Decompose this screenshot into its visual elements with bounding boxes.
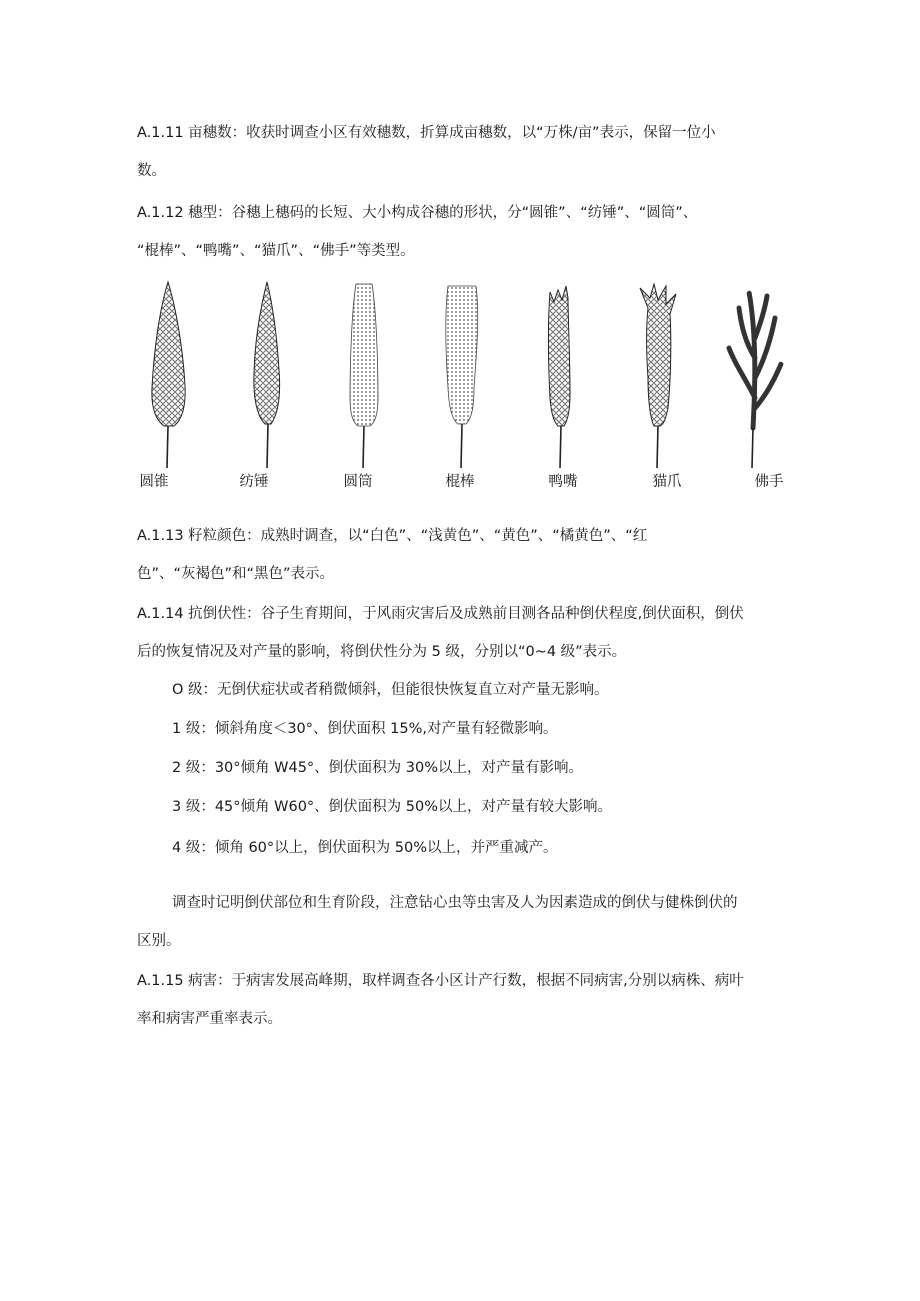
section-a115-line1: A.1.15 病害：于病害发展高峰期，取样调查各小区计产行数，根据不同病害,分别以病株、病叶	[137, 973, 744, 989]
spike-catclaw-illustration	[618, 278, 698, 468]
spike-conical-illustration	[130, 278, 210, 468]
lodging-grade-3: 3 级：45°倾角 W60°、倒伏面积为 50%以上，对产量有较大影响。	[172, 799, 613, 815]
lodging-grade-2: 2 级：30°倾角 W45°、倒伏面积为 30%以上，对产量有影响。	[172, 760, 584, 776]
section-a111-line2: 数。	[137, 163, 166, 179]
section-a113-line2: 色”、“灰褐色”和“黑色”表示。	[137, 566, 335, 582]
spike-cylindrical-illustration	[324, 278, 404, 468]
caption-duckbill: 鸭嘴	[548, 474, 578, 490]
section-a114-note-line2: 区别。	[137, 933, 181, 949]
section-a113	[137, 517, 787, 593]
caption-conical: 圆锥	[139, 474, 169, 490]
spike-spindle-illustration	[227, 278, 307, 468]
section-a112-line1: A.1.12 穗型：谷穗上穗码的长短、大小构成谷穗的形状，分“圆锥”、“纺锤”、“圆筒”、	[137, 205, 698, 221]
section-a114-note	[137, 884, 787, 960]
lodging-grade-0: O 级：无倒伏症状或者稍微倾斜，但能很快恢复直立对产量无影响。	[172, 682, 609, 698]
section-a114-line1: A.1.14 抗倒伏性：谷子生育期间，于风雨灾害后及成熟前目测各品种倒伏程度,倒伏面积，倒伏	[137, 606, 744, 622]
spike-buddha-hand-illustration	[715, 278, 795, 468]
caption-spindle: 纺锤	[239, 474, 269, 490]
spike-duckbill-illustration	[520, 278, 600, 468]
spike-type-figure	[130, 278, 795, 498]
section-a114-note-line1: 调查时记明倒伏部位和生育阶段，注意钻心虫等虫害及人为因素造成的倒伏与健株倒伏的	[172, 895, 738, 911]
spike-club-illustration	[422, 278, 502, 468]
section-a111	[137, 114, 787, 190]
lodging-grade-1: 1 级：倾斜角度＜30°、倒伏面积 15%,对产量有轻微影响。	[172, 721, 558, 737]
caption-cylindrical: 圆筒	[343, 474, 373, 490]
section-a112	[137, 194, 787, 270]
caption-catclaw: 猫爪	[652, 474, 682, 490]
section-a112-line2: “棍棒”、“鸭嘴”、“猫爪”、“佛手”等类型。	[137, 243, 415, 259]
section-a114-line2: 后的恢复情况及对产量的影响，将倒伏性分为 5 级，分别以“0~4 级”表示。	[137, 644, 627, 660]
section-a115-line2: 率和病害严重率表示。	[137, 1011, 282, 1027]
caption-buddha-hand: 佛手	[754, 474, 784, 490]
section-a114	[137, 595, 787, 671]
section-a115	[137, 962, 787, 1038]
lodging-grade-4: 4 级：倾角 60°以上，倒伏面积为 50%以上，并严重减产。	[172, 840, 558, 856]
section-a113-line1: A.1.13 籽粒颜色：成熟时调查，以“白色”、“浅黄色”、“黄色”、“橘黄色”、“红	[137, 528, 648, 544]
caption-club: 棍棒	[445, 474, 475, 490]
section-a111-line1: A.1.11 亩穗数：收获时调查小区有效穗数，折算成亩穗数，以“万株/亩”表示，保留一位小	[137, 125, 716, 141]
